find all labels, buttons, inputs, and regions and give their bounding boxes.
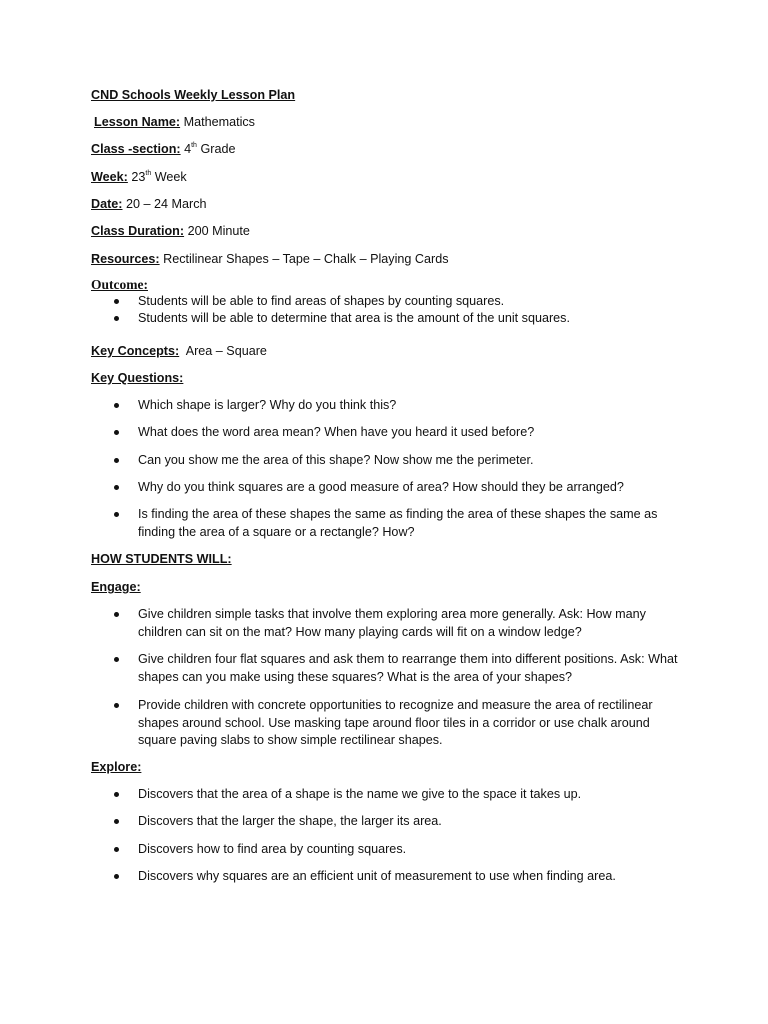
bullet-icon (114, 512, 119, 517)
document-title (91, 87, 295, 103)
outcome-label: Outcome: (91, 277, 148, 292)
date-label: Date: (91, 197, 123, 211)
list-item-text: Provide children with concrete opportunities to recognize and measure the area of rectilinear shapes around school. Use masking tape around floor tiles in a corridor or use chalk around square paving slabs to show simple rectilinear shapes. (138, 698, 653, 747)
class-section-row (91, 141, 235, 157)
key-questions-heading (91, 370, 183, 386)
key-concepts-row (91, 343, 267, 359)
date-value: 20 – 24 March (126, 197, 207, 211)
week-word: Week (154, 170, 187, 184)
list-item-text: Discovers that the area of a shape is the name we give to the space it takes up. (138, 787, 582, 801)
list-item-text: Discovers that the larger the shape, the larger its area. (138, 814, 442, 828)
week-row (91, 169, 187, 185)
date-row (91, 196, 207, 212)
key-concepts-label: Key Concepts: (91, 344, 180, 358)
lesson-name-value: Mathematics (183, 115, 255, 129)
class-section-grade: Grade (200, 142, 236, 156)
resources-value: Rectilinear Shapes – Tape – Chalk – Playing Cards (163, 252, 449, 266)
key-questions-label: Key Questions: (91, 371, 184, 385)
list-item-text: Which shape is larger? Why do you think this? (138, 398, 397, 412)
week-label: Week: (91, 170, 128, 184)
key-concepts-value: Area – Square (185, 344, 267, 358)
bullet-icon (114, 403, 119, 408)
week-number: 23 (131, 170, 146, 184)
list-item-text: Why do you think squares are a good measure of area? How should they be arranged? (138, 480, 624, 494)
lesson-name-label: Lesson Name: (94, 115, 181, 129)
list-item-text: Students will be able to determine that area is the amount of the unit squares. (138, 311, 570, 325)
lesson-name-row (94, 114, 255, 130)
document-title-text: CND Schools Weekly Lesson Plan (91, 88, 296, 102)
list-item-text: Give children four flat squares and ask them to rearrange them into different positions. Ask: What shapes can you make using these squares? What is the area of your shapes? (138, 652, 678, 684)
class-duration-label: Class Duration: (91, 224, 185, 238)
list-item-text: Students will be able to find areas of shapes by counting squares. (138, 294, 505, 308)
engage-label: Engage: (91, 580, 141, 594)
how-students-will-heading (91, 551, 232, 567)
bullet-icon (114, 316, 119, 321)
bullet-icon (114, 847, 119, 852)
class-duration-row (91, 223, 250, 239)
resources-row (91, 251, 449, 267)
bullet-icon (114, 792, 119, 797)
bullet-icon (114, 458, 119, 463)
bullet-icon (114, 874, 119, 879)
engage-heading (91, 579, 141, 595)
list-item-text: Discovers why squares are an efficient unit of measurement to use when finding area. (138, 869, 616, 883)
bullet-icon (114, 485, 119, 490)
list-item-text: Is finding the area of these shapes the same as finding the area of these shapes the same as finding the area of a square or a rectangle? How? (138, 507, 658, 539)
list-item-text: What does the word area mean? When have you heard it used before? (138, 425, 535, 439)
bullet-icon (114, 299, 119, 304)
bullet-icon (114, 703, 119, 708)
class-duration-value: 200 Minute (187, 224, 250, 238)
week-suffix: th (145, 170, 152, 177)
list-item-text: Discovers how to find area by counting squares. (138, 842, 407, 856)
class-section-suffix: th (191, 142, 197, 149)
class-section-number: 4 (184, 142, 192, 156)
resources-label: Resources: (91, 252, 160, 266)
list-item-text: Can you show me the area of this shape? Now show me the perimeter. (138, 453, 534, 467)
list-item-text: Give children simple tasks that involve them exploring area more generally. Ask: How many children can sit on the mat? How many playing cards will fit on a window ledge? (138, 607, 646, 639)
explore-heading (91, 759, 141, 775)
class-section-label: Class -section: (91, 142, 181, 156)
bullet-icon (114, 612, 119, 617)
explore-label: Explore: (91, 760, 142, 774)
bullet-icon (114, 430, 119, 435)
outcome-heading (91, 277, 148, 293)
how-students-will-label: HOW STUDENTS WILL: (91, 552, 232, 566)
bullet-icon (114, 657, 119, 662)
bullet-icon (114, 819, 119, 824)
